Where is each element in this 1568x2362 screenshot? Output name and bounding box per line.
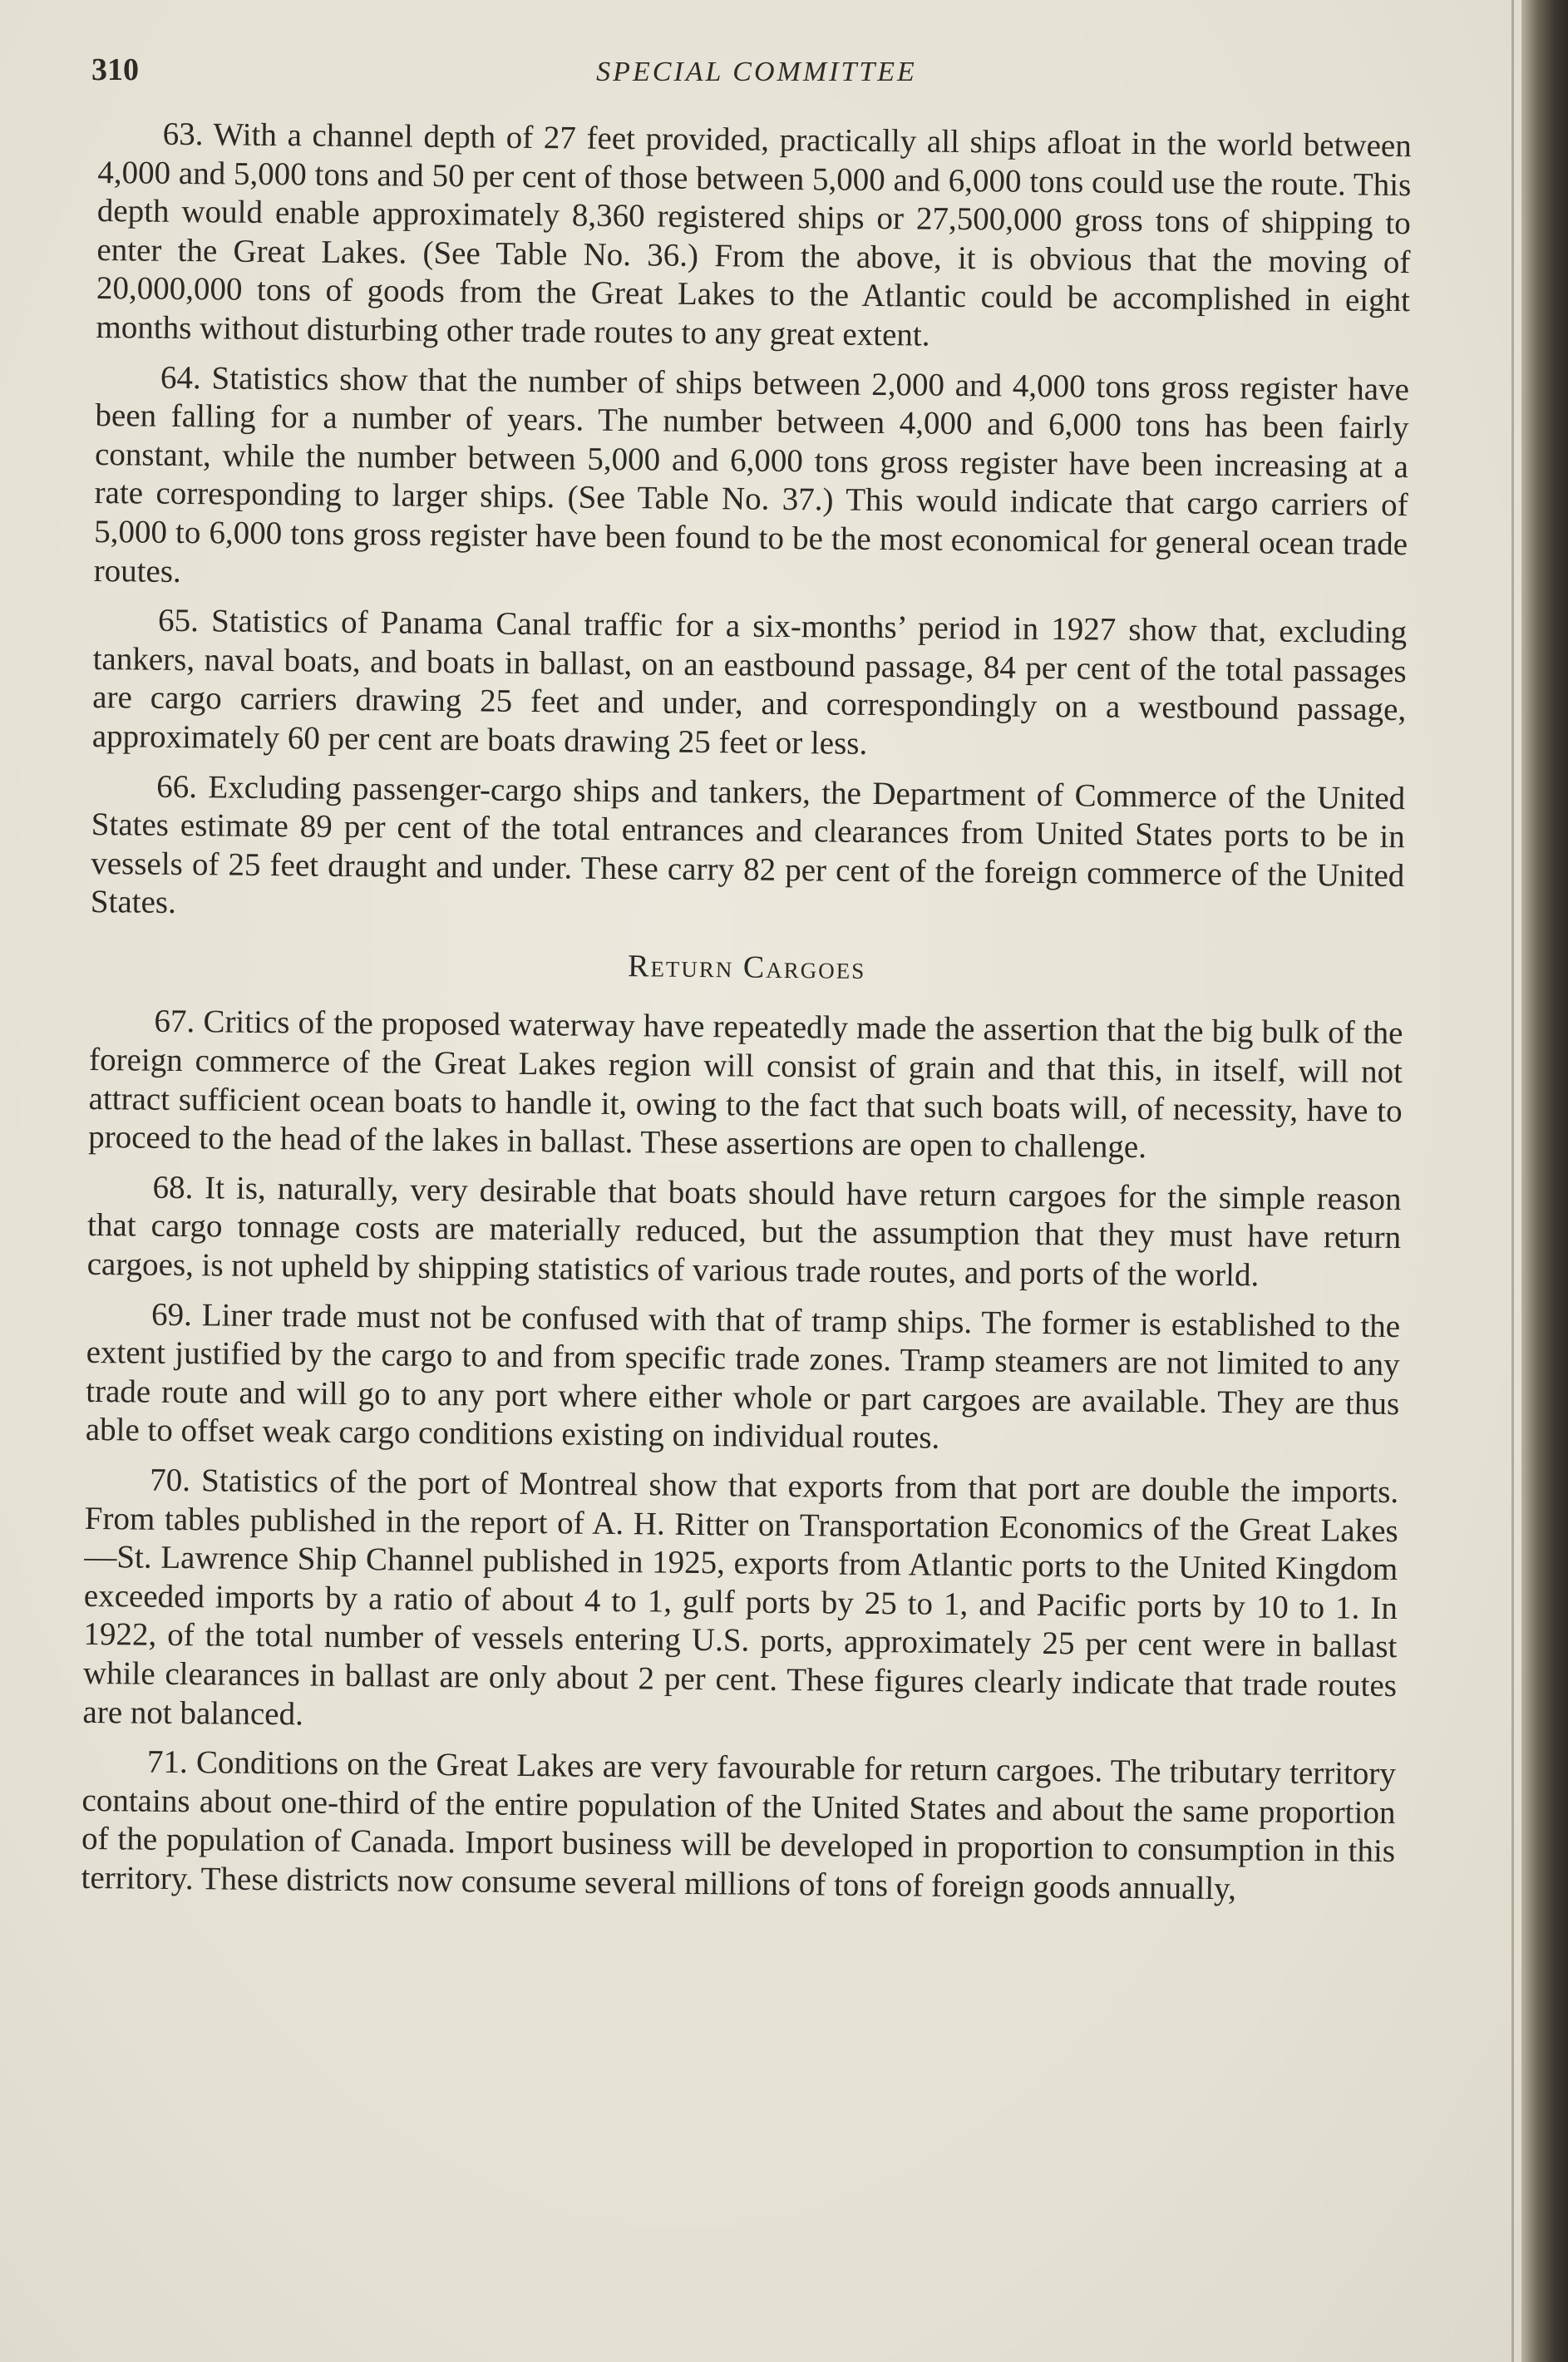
paragraph-64: 64. Statistics show that the number of ships between 2,000 and 4,000 tons gross register have been falling for a number of years. The number between 4,000 and 6,000 tons has been fairly constant, while the number between 5,000 and 6,000 tons gross register have been increasing at a rate corresponding to larger ships. (See Table No. 37.) This would indicate that cargo carriers of 5,000 to 6,000 tons gross register have been found to be the most economical for general ocean trade routes.	[93, 359, 1410, 589]
paragraph-71: 71. Conditions on the Great Lakes are very favourable for return cargoes. The tributary territory contains about one-third of the entire population of the United States and about the same proportion of the population of Canada. Import business will be developed in proportion to consumption in this territory. These districts now consume several millions of tons of foreign goods annually,	[81, 1743, 1397, 1907]
paragraph-69: 69. Liner trade must not be confused with that of tramp ships. The former is established to the extent justified by the cargo to and from specific trade zones. Tramp steamers are not limited to any trade route and will go to any port where either whole or part cargoes are available. They are thus able to offset weak cargo conditions existing on individual routes.	[85, 1296, 1401, 1457]
paragraph-63: 63. With a channel depth of 27 feet provided, practically all ships afloat in the world between 4,000 and 5,000 tons and 50 per cent of those between 5,000 and 6,000 tons could use the route. This depth would enable approximately 8,360 registered ships or 27,500,000 gross tons of shipping to enter the Great Lakes. (See Table No. 36.) From the above, it is obvious that the moving of 20,000,000 tons of goods from the Great Lakes to the Atlantic could be accomplished in eight months without disturbing other trade routes to any great extent.	[96, 116, 1412, 353]
page-number: 310	[91, 52, 139, 87]
paragraph-70: 70. Statistics of the port of Montreal show that exports from that port are double the imports. From tables published in the report of A. H. Ritter on Transportation Economics of the Great Lakes—St. Lawrence Ship Channel published in 1925, exports from Atlantic ports to the United Kingdom exceeded imports by a ratio of about 4 to 1, gulf ports by 25 to 1, and Pacific ports by 10 to 1. In 1922, of the total number of vessels entering U.S. ports, approximately 25 per cent were in ballast while clearances in ballast are only about 2 per cent. These figures clearly indicate that trade routes are not balanced.	[82, 1462, 1399, 1733]
page-edge-line	[1511, 0, 1514, 2362]
paragraph-67: 67. Critics of the proposed waterway have repeatedly made the assertion that the big bulk of the foreign commerce of the Great Lakes region will consist of grain and that this, in itself, will not attract sufficient ocean boats to handle it, owing to the fact that such boats will, of necessity, have to proceed to the head of the lakes in ballast. These assertions are open to challenge.	[87, 1003, 1403, 1166]
page-header	[91, 52, 1405, 101]
running-head: SPECIAL COMMITTEE	[596, 57, 917, 87]
book-spine-shadow	[1521, 0, 1568, 2362]
paragraph-65: 65. Statistics of Panama Canal traffic for a six-months’ period in 1927 show that, excluding tankers, naval boats, and boats in ballast, on an eastbound passage, 84 per cent of the total passages are cargo carriers drawing 25 feet and under, and correspondingly on a westbound passage, approximately 60 per cent are boats drawing 25 feet or less.	[91, 602, 1408, 762]
paragraph-66: 66. Excluding passenger-cargo ships and tankers, the Department of Commerce of the United States estimate 89 per cent of the total entrances and clearances from United States ports to be in vessels of 25 feet draught and under. These carry 82 per cent of the foreign commerce of the United States.	[90, 768, 1406, 921]
paragraph-68: 68. It is, naturally, very desirable that boats should have return cargoes for the simple reason that cargo tonnage costs are materially reduced, but the assumption that they must have return cargoes, is not upheld by shipping statistics of various trade routes, and ports of the world.	[86, 1169, 1402, 1294]
section-heading: Return Cargoes	[627, 949, 866, 986]
page-body	[81, 115, 1412, 1921]
